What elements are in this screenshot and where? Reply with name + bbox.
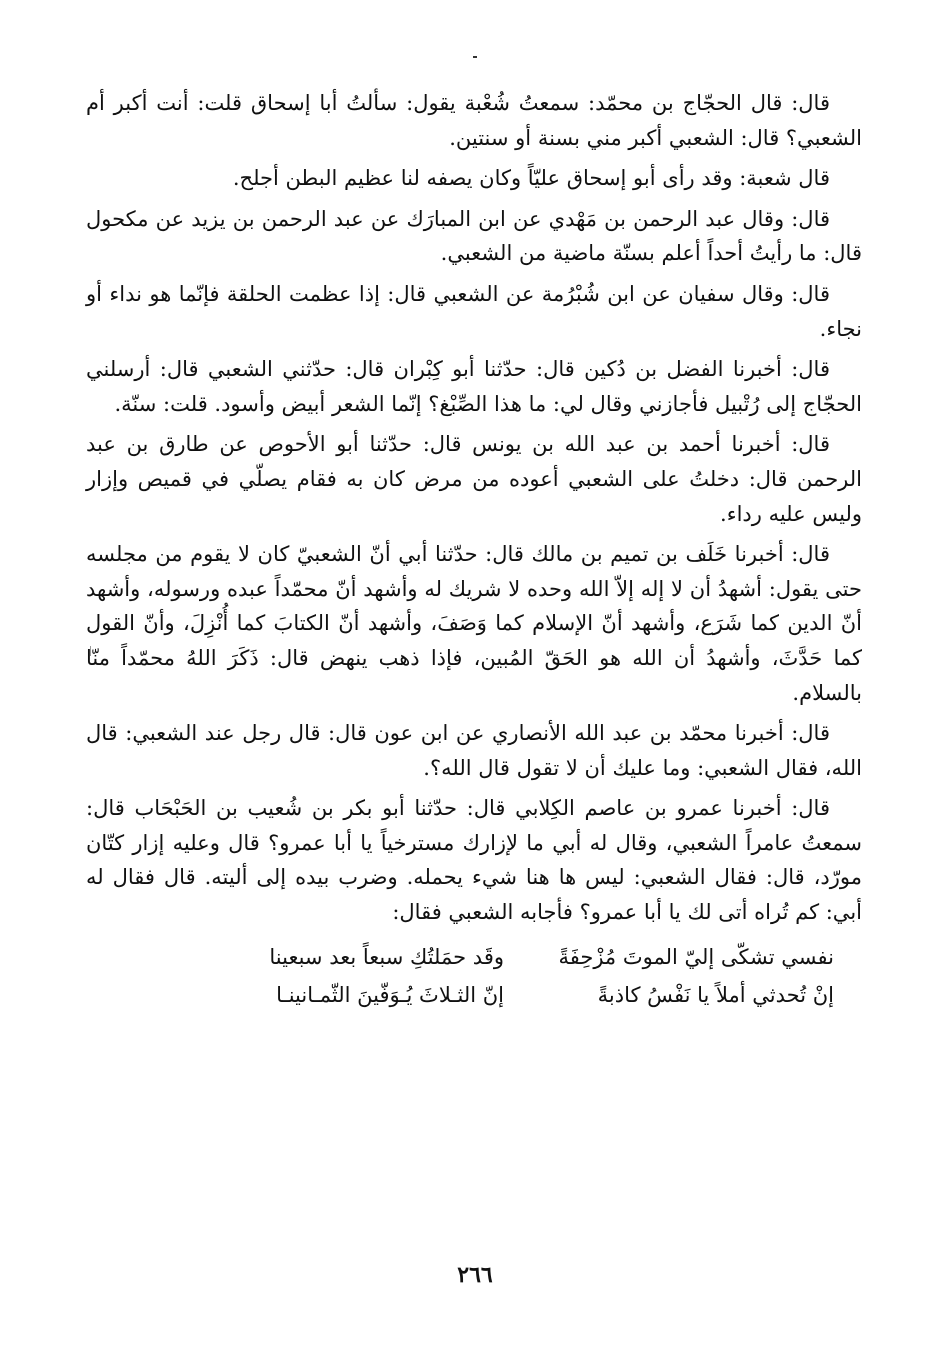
page-number: ٢٦٦ — [457, 1262, 493, 1288]
verse-2-second-hemistich: إنّ الثـلاثَ يُـوَفّينَ الثّمـانينـا — [276, 982, 504, 1007]
paragraph-6: قال: أخبرنا أحمد بن عبد الله بن يونس قال: حدّثنا أبو الأحوص عن طارق بن عبد الرحمن قال: دخلتُ على الشعبي أعوده من مرض كان به فقام يصلّي في قميص وإزار وليس عليه رداء. — [86, 432, 862, 526]
poem-verse-2 — [86, 976, 862, 1014]
paragraph-7: قال: أخبرنا خَلَف بن تميم بن مالك قال: حدّثنا أبي أنّ الشعبيّ كان لا يقوم من مجلسه حتى يقول: أشهدُ أن لا إله إلاّ الله وحده لا شريك له وأشهد أنّ محمّداً عبده ورسوله، وأشهد أنّ الدين كما شَرَع، وأشهد أنّ الإسلام كما وَصَفَ، وأشهد أنّ الكتابَ كما أُنْزِلَ، وأنّ القول كما حَدَّثَ، وأشهدُ أن الله هو الحَقّ المُبين، فإذا ذهب ينهض قال: ذَكَرَ اللهُ محمّداً منّا بالسلام. — [86, 542, 862, 705]
paragraph-2: قال شعبة: وقد رأى أبو إسحاق عليّاً وكان يصفه لنا عظيم البطن أجلح. — [232, 166, 830, 191]
verse-1-first-hemistich: نفسي تشكّى إليّ الموتَ مُزْحِفَةً — [558, 944, 834, 969]
paragraph-1: قال: قال الحجّاج بن محمّد: سمعتُ شُعْبة يقول: سألتُ أبا إسحاق قلت: أنت أكبر أم الشعبي؟ قال: الشعبي أكبر مني بسنة أو سنتين. — [86, 91, 862, 150]
top-mark — [473, 56, 477, 58]
paragraph-3: قال: وقال عبد الرحمن بن مَهْدي عن ابن المبارَك عن عبد الرحمن بن يزيد عن مكحول قال: ما رأيتُ أحداً أعلم بسنّة ماضية من الشعبي. — [86, 206, 862, 266]
poem-verse-1 — [86, 938, 862, 976]
paragraph-8: قال: أخبرنا محمّد بن عبد الله الأنصاري عن ابن عون قال: قال رجل عند الشعبي: قال الله، فقال الشعبي: وما عليك أن لا تقول قال الله؟. — [86, 721, 862, 780]
poem — [86, 938, 862, 1014]
paragraph-9: قال: أخبرنا عمرو بن عاصم الكِلابي قال: حدّثنا أبو بكر بن شُعيب بن الحَبْحَاب قال: سمعتُ عامراً الشعبي، وقال له أبي ما لإزارك مسترخياً يا أبا عمرو؟ قال وعليه إزار كتّان مورّد، قال: فقال الشعبي: ليس ها هنا شيء يحمله. وضرب بيده إلى أليته. قال فقال له أبي: كم تُراه أتى لك يا أبا عمرو؟ فأجابه الشعبي فقال: — [86, 796, 862, 925]
paragraph-5: قال: أخبرنا الفضل بن دُكين قال: حدّثنا أبو كِبْران قال: حدّثني الشعبي قال: أرسلني الحجّاج إلى رُتْبيل فأجازني وقال لي: ما هذا الصِّبْغ؟ إنّما الشعر أبيض وأسود. قلت: سنّة. — [86, 357, 862, 416]
verse-1-second-hemistich: وقَد حمَلتُكِ سبعاً بعد سبعينا — [269, 944, 504, 969]
paragraph-4: قال: وقال سفيان عن ابن شُبْرُمة عن الشعبي قال: إذا عظمت الحلقة فإنّما هو نداء أو نجاء. — [86, 281, 862, 341]
main-text — [86, 86, 862, 1014]
verse-2-first-hemistich: إنْ تُحدثي أملاً يا نَفْسُ كاذبةً — [597, 982, 834, 1007]
